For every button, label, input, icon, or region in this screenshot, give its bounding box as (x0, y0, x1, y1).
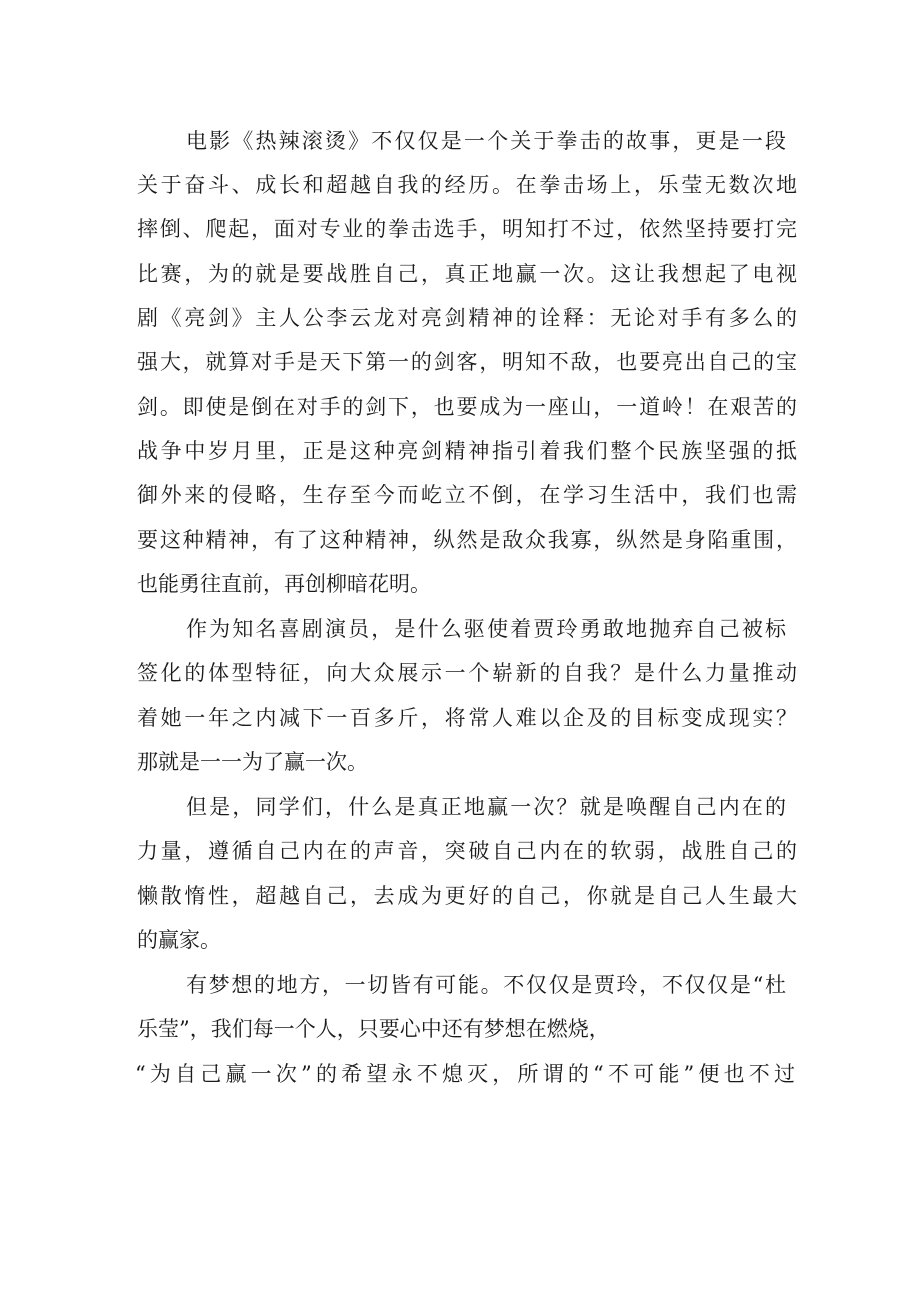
text-line: 御外来的侵略，生存至今而屹立不倒，在学习生活中，我们也需 (137, 483, 797, 507)
text-line: 力量，遵循自己内在的声音，突破自己内在的软弱，战胜自己的 (137, 839, 797, 863)
text-line: 懒散惰性，超越自己，去成为更好的自己，你就是自己人生最大 (137, 884, 797, 908)
text-line: 但是，同学们，什么是真正地赢一次？就是唤醒自己内在的 (186, 795, 786, 819)
text-line: 着她一年之内减下一百多斤，将常人难以企及的目标变成现实？ (137, 706, 797, 730)
text-line: 摔倒、爬起，面对专业的拳击选手，明知打不过，依然坚持要打完 (137, 217, 797, 241)
text-line: 作为知名喜剧演员，是什么驱使着贾玲勇敢地抛弃自己被标 (186, 617, 786, 641)
text-line: 的赢家。 (137, 928, 221, 952)
text-line: 签化的体型特征，向大众展示一个崭新的自我？是什么力量推动 (137, 661, 797, 685)
text-line: 战争中岁月里，正是这种亮剑精神指引着我们整个民族坚强的抵 (137, 439, 797, 463)
text-line: 关于奋斗、成长和超越自我的经历。在拳击场上，乐莹无数次地 (137, 173, 797, 197)
text-line: 剑。即使是倒在对手的剑下，也要成为一座山，一道岭！在艰苦的 (137, 395, 797, 419)
text-line: 要这种精神，有了这种精神，纵然是敌众我寡，纵然是身陷重围， (137, 528, 797, 552)
text-line: 比赛，为的就是要战胜自己，真正地赢一次。这让我想起了电视 (137, 262, 797, 286)
text-line: 剧《亮剑》主人公李云龙对亮剑精神的诠释：无论对手有多么的 (137, 306, 797, 330)
text-line: 强大，就算对手是天下第一的剑客，明知不敌，也要亮出自己的宝 (137, 350, 797, 374)
text-line: 有梦想的地方，一切皆有可能。不仅仅是贾玲，不仅仅是“杜 (186, 973, 786, 997)
text-line: 那就是一一为了赢一次。 (137, 750, 368, 774)
text-line: “为自己赢一次”的希望永不熄灭，所谓的“不可能”便也不过 (135, 1062, 795, 1086)
text-line: 乐莹”，我们每一个人，只要心中还有梦想在燃烧， (137, 1017, 610, 1041)
text-line: 也能勇往直前，再创柳暗花明。 (137, 572, 431, 596)
text-line: 电影《热辣滚烫》不仅仅是一个关于拳击的故事，更是一段 (186, 129, 786, 153)
